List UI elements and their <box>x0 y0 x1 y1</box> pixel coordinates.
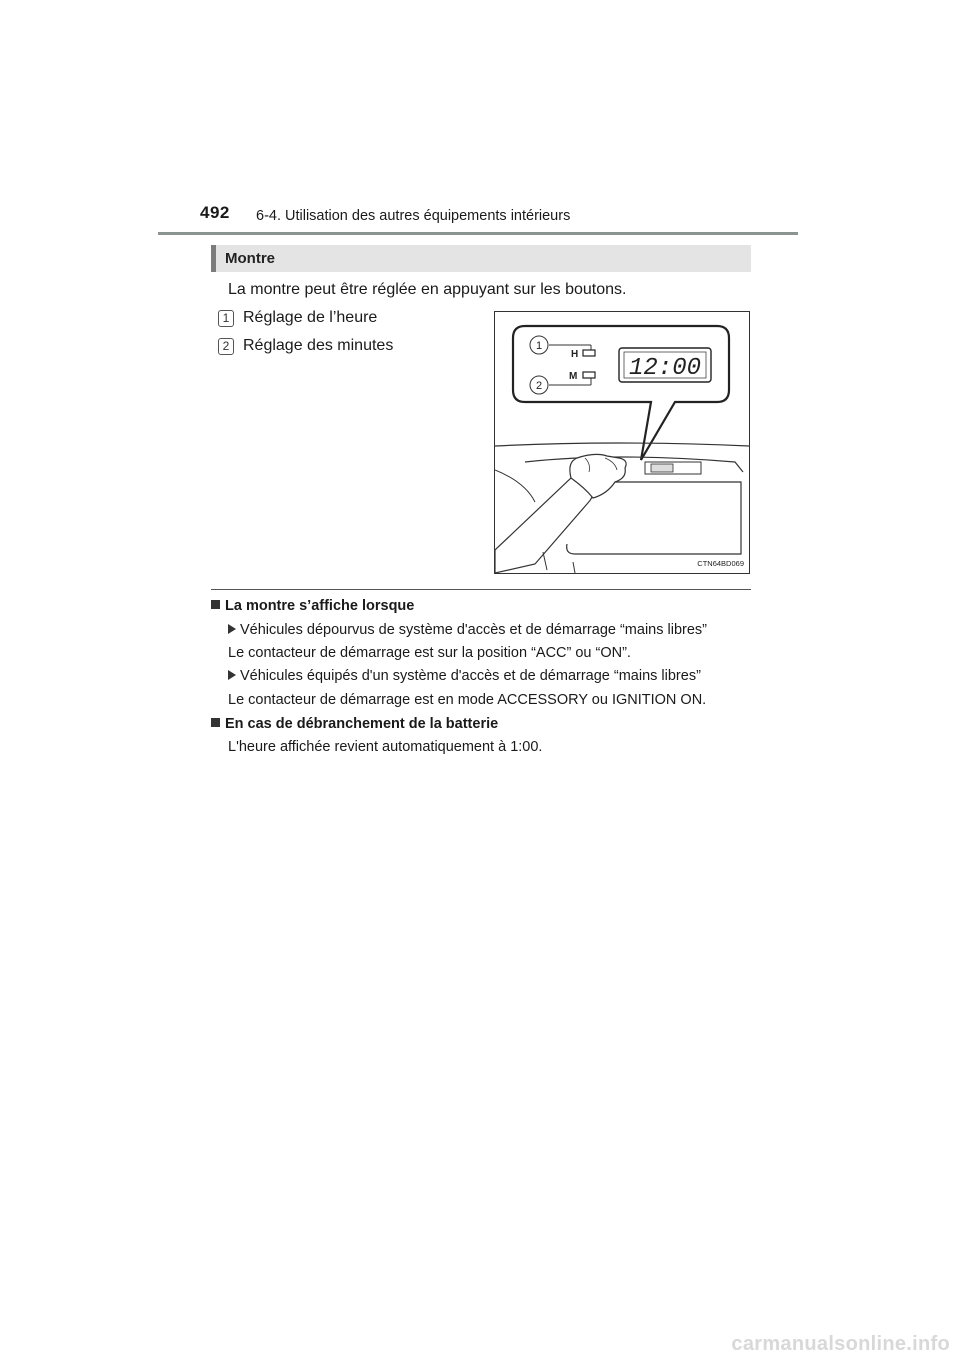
page-number: 492 <box>200 203 230 222</box>
callout-number: 1 <box>218 310 234 327</box>
chapter-title: 6-4. Utilisation des autres équipements intérieurs <box>256 208 571 224</box>
note-case-1-detail: Le contacteur de démarrage est sur la position “ACC” ou “ON”. <box>228 645 631 661</box>
callout-number: 2 <box>218 338 234 355</box>
note-heading-text: La montre s’affiche lorsque <box>225 598 415 614</box>
watermark: carmanualsonline.info <box>731 1333 950 1355</box>
hour-button <box>583 350 595 356</box>
note-case-1 <box>228 622 707 638</box>
callout-label: Réglage de l’heure <box>243 309 378 326</box>
marker-1-label: 1 <box>535 340 543 352</box>
figure-code: CTN64BD069 <box>697 559 744 568</box>
hour-button-label: H <box>571 349 579 360</box>
note-heading-battery <box>211 716 498 732</box>
note-case-2-detail: Le contacteur de démarrage est en mode ACCESSORY ou IGNITION ON. <box>228 692 707 708</box>
note-case-2-text: Véhicules équipés d'un système d'accès et de démarrage “mains libres” <box>240 668 701 684</box>
intro-text: La montre peut être réglée en appuyant sur les boutons. <box>228 281 627 298</box>
minute-button-label: M <box>569 371 578 382</box>
section-title: Montre <box>225 250 275 267</box>
triangle-bullet-icon <box>228 624 236 634</box>
note-heading-display <box>211 598 414 614</box>
note-case-2 <box>228 668 701 684</box>
callout-label: Réglage des minutes <box>243 337 394 354</box>
note-heading-text: En cas de débranchement de la batterie <box>225 716 499 732</box>
clock-display-time: 12:00 <box>628 355 702 382</box>
section-accent <box>211 245 216 272</box>
note-battery-detail: L'heure affichée revient automatiquement à 1:00. <box>228 739 543 755</box>
section-title-bar <box>211 245 751 272</box>
clock-illustration <box>494 311 750 574</box>
minute-button <box>583 372 595 378</box>
marker-2-label: 2 <box>535 380 543 392</box>
note-case-1-text: Véhicules dépourvus de système d'accès et de démarrage “mains libres” <box>240 622 707 638</box>
square-bullet-icon <box>211 600 220 609</box>
triangle-bullet-icon <box>228 670 236 680</box>
dashboard-line <box>495 443 749 446</box>
header-rule <box>158 232 798 235</box>
square-bullet-icon <box>211 718 220 727</box>
notes-divider <box>211 589 751 590</box>
